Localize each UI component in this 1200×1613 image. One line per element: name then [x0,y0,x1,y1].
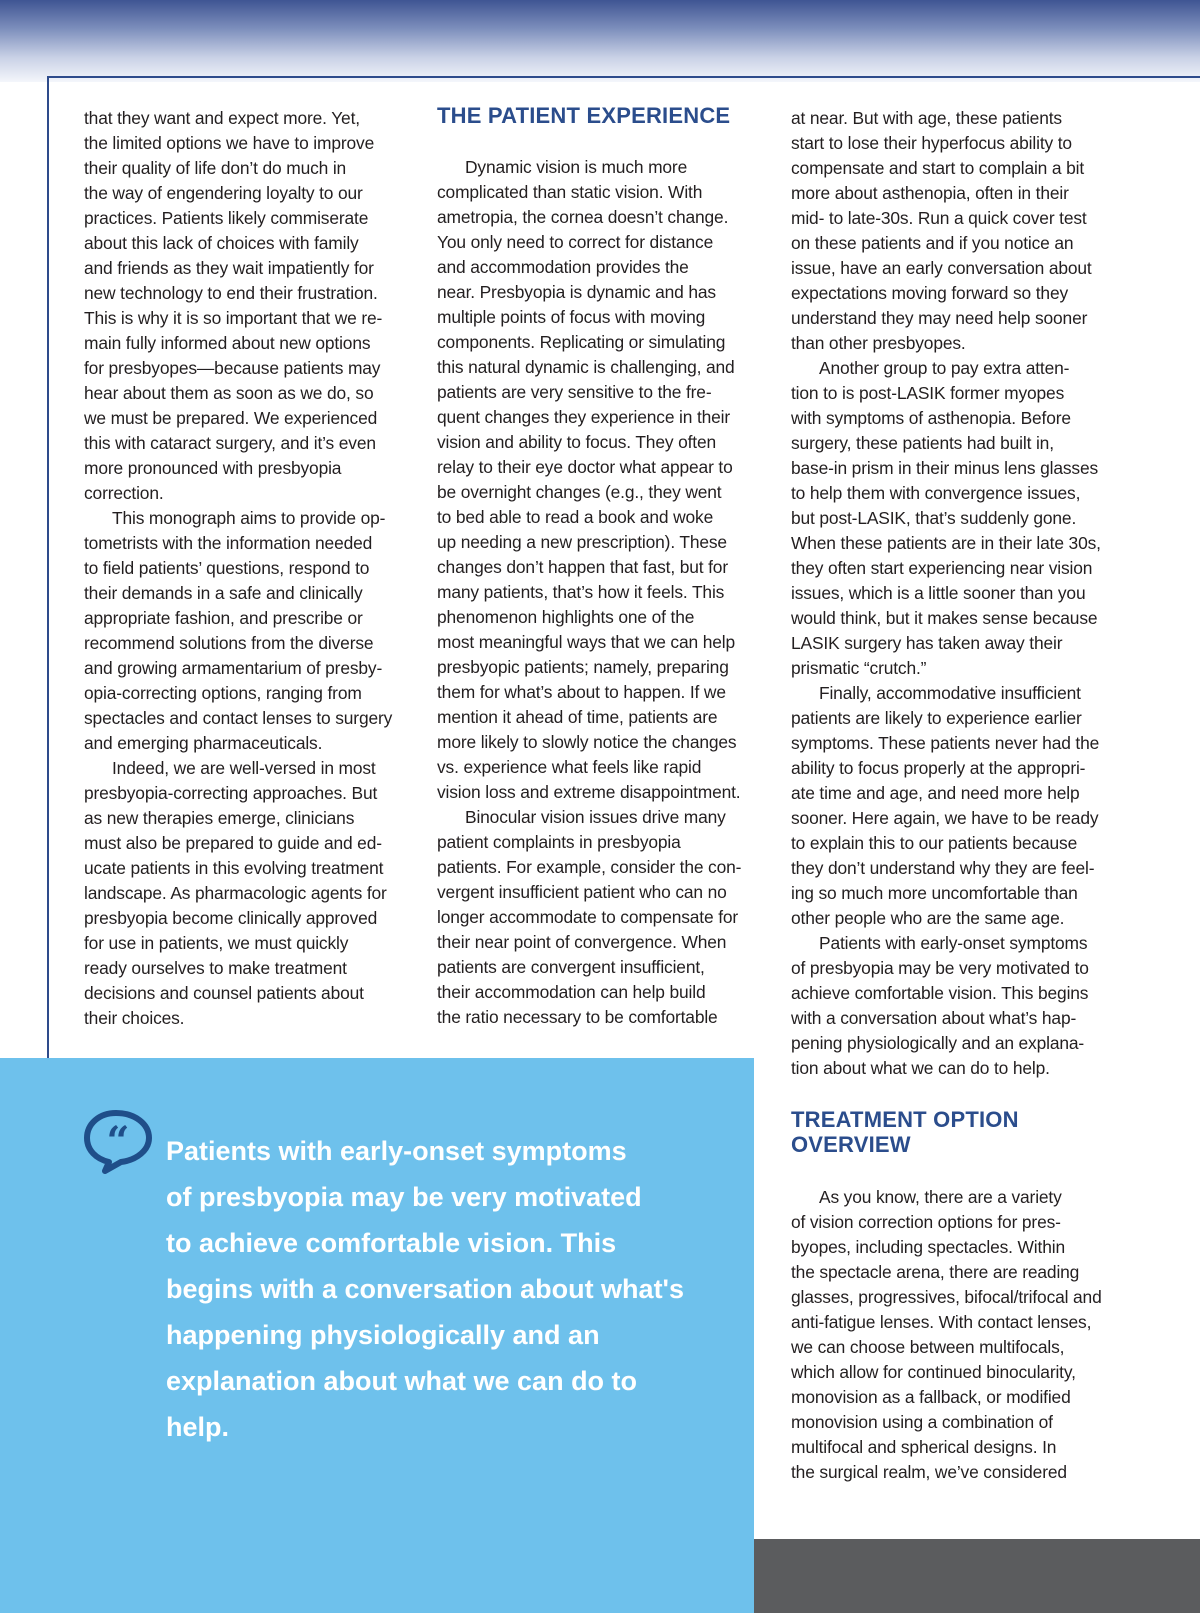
pull-quote-line: Patients with early-onset symptoms [166,1136,627,1166]
body-line: complicated than static vision. With [437,181,703,202]
header-gradient-band [0,0,1200,82]
body-line: near. Presbyopia is dynamic and has [437,281,716,302]
body-line: more about asthenopia, often in their [791,183,1069,203]
body-line: relay to their eye doctor what appear to [437,456,733,477]
body-line: vision loss and extreme disappointment. [437,781,741,802]
body-line: presbyopia-correcting approaches. But [84,783,378,803]
body-line: This is why it is so important that we re- [84,308,383,328]
body-line: components. Replicating or simulating [437,331,726,352]
body-line: byopes, including spectacles. Within [791,1237,1065,1257]
body-line: ametropia, the cornea doesn’t change. [437,206,729,227]
body-line: to bed able to read a book and woke [437,506,714,527]
svg-text:“: “ [106,1118,130,1165]
body-line: as new therapies emerge, clinicians [84,808,355,828]
body-line: this with cataract surgery, and it’s even [84,433,376,453]
section-heading-treatment-option-overview [791,1108,1151,1157]
body-line: be overnight changes (e.g., they went [437,481,722,502]
body-line: LASIK surgery has taken away their [791,633,1063,653]
body-line: ing so much more uncomfortable than [791,883,1078,903]
body-line: most meaningful ways that we can help [437,631,735,652]
body-line: that they want and expect more. Yet, [84,108,360,128]
body-line: This monograph aims to provide op- [112,508,386,528]
body-line: glasses, progressives, bifocal/trifocal and [791,1287,1102,1307]
heading-line: TREATMENT OPTION [791,1107,1019,1132]
body-line: their demands in a safe and clinically [84,583,363,603]
body-line: tion to is post-LASIK former myopes [791,383,1065,403]
body-line: expectations moving forward so they [791,283,1069,303]
quote-bubble-icon [82,1108,154,1174]
body-line: Finally, accommodative insufficient [819,683,1081,703]
body-line: achieve comfortable vision. This begins [791,983,1089,1003]
body-line: patients are likely to experience earlier [791,708,1082,728]
body-line: they don’t understand why they are feel- [791,858,1095,878]
body-line: their quality of life don’t do much in [84,158,347,178]
body-line: with a conversation about what’s hap- [791,1008,1077,1028]
body-line: monovision as a fallback, or modified [791,1387,1071,1407]
body-line: vergent insufficient patient who can no [437,881,727,902]
body-line: but post-LASIK, that’s suddenly gone. [791,508,1077,528]
body-line: understand they may need help sooner [791,308,1088,328]
body-line: more likely to slowly notice the changes [437,731,737,752]
pull-quote-text [166,1128,726,1450]
body-line: on these patients and if you notice an [791,233,1074,253]
body-line: we can choose between multifocals, [791,1337,1065,1357]
body-line: than other presbyopes. [791,333,966,353]
body-line: this natural dynamic is challenging, and [437,356,735,377]
body-line: ucate patients in this evolving treatment [84,858,384,878]
section-heading-patient-experience: THE PATIENT EXPERIENCE [437,103,731,128]
body-line: the spectacle arena, there are reading [791,1262,1080,1282]
body-line: patients. For example, consider the con- [437,856,742,877]
body-line: spectacles and contact lenses to surgery [84,708,393,728]
body-line: decisions and counsel patients about [84,983,364,1003]
body-line: the ratio necessary to be comfortable [437,1006,718,1027]
body-line: When these patients are in their late 30s, [791,533,1101,553]
body-line: for presbyopes—because patients may [84,358,381,378]
body-line: their choices. [84,1008,185,1028]
article-column-2 [437,103,767,1030]
body-line: ability to focus properly at the appropri- [791,758,1086,778]
body-line: Indeed, we are well-versed in most [112,758,376,778]
body-line: monovision using a combination of [791,1412,1053,1432]
body-line: and growing armamentarium of presby- [84,658,383,678]
body-line: issues, which is a little sooner than you [791,583,1086,603]
pull-quote-line: to achieve comfortable vision. This [166,1228,617,1258]
body-line: to help them with convergence issues, [791,483,1081,503]
pull-quote-line: begins with a conversation about what's [166,1274,684,1304]
body-line: the surgical realm, we’ve considered [791,1462,1067,1482]
body-line: issue, have an early conversation about [791,258,1092,278]
body-line: up needing a new prescription). These [437,531,727,552]
body-line: symptoms. These patients never had the [791,733,1100,753]
body-line: other people who are the same age. [791,908,1065,928]
body-line: main fully informed about new options [84,333,371,353]
body-line: landscape. As pharmacologic agents for [84,883,387,903]
body-line: base-in prism in their minus lens glasses [791,458,1099,478]
body-line: mid- to late-30s. Run a quick cover test [791,208,1087,228]
body-line: ate time and age, and need more help [791,783,1080,803]
body-line: with symptoms of asthenopia. Before [791,408,1071,428]
body-line: recommend solutions from the diverse [84,633,374,653]
footer-bar [754,1539,1200,1613]
body-line: quent changes they experience in their [437,406,731,427]
body-line: Another group to pay extra atten- [819,358,1070,378]
body-line: presbyopia become clinically approved [84,908,378,928]
body-line: and accommodation provides the [437,256,689,277]
heading-line: OVERVIEW [791,1131,911,1157]
body-line: at near. But with age, these patients [791,108,1062,128]
body-line: surgery, these patients had built in, [791,433,1054,453]
body-line: of presbyopia may be very motivated to [791,958,1089,978]
body-line: Binocular vision issues drive many [465,806,726,827]
pull-quote-line: help. [166,1412,230,1442]
body-line: which allow for continued binocularity, [791,1362,1076,1382]
body-line: them for what’s about to happen. If we [437,681,726,702]
article-column-3 [791,106,1151,1485]
body-line: mention it ahead of time, patients are [437,706,718,727]
pull-quote-line: of presbyopia may be very motivated [166,1182,642,1212]
body-line: appropriate fashion, and prescribe or [84,608,363,628]
body-line: Patients with early-onset symptoms [819,933,1088,953]
body-line: their accommodation can help build [437,981,706,1002]
body-line: presbyopic patients; namely, preparing [437,656,729,677]
body-line: pening physiologically and an explana- [791,1033,1085,1053]
pull-quote-line: happening physiologically and an [166,1320,600,1350]
body-line: vision and ability to focus. They often [437,431,717,452]
body-line: You only need to correct for distance [437,231,714,252]
body-line: and friends as they wait impatiently for [84,258,374,278]
body-line: new technology to end their frustration. [84,283,378,303]
body-line: for use in patients, we must quickly [84,933,349,953]
body-line: multiple points of focus with moving [437,306,706,327]
body-line: phenomenon highlights one of the [437,606,695,627]
body-line: changes don’t happen that fast, but for [437,556,728,577]
body-line: to field patients’ questions, respond to [84,558,370,578]
body-line: must also be prepared to guide and ed- [84,833,382,853]
body-line: anti-fatigue lenses. With contact lenses, [791,1312,1092,1332]
body-line: opia-correcting options, ranging from [84,683,362,703]
body-line: of vision correction options for pres- [791,1212,1061,1232]
body-line: tometrists with the information needed [84,533,373,553]
body-line: patient complaints in presbyopia [437,831,681,852]
body-line: patients are very sensitive to the fre- [437,381,712,402]
body-line: many patients, that’s how it feels. This [437,581,725,602]
body-line: about this lack of choices with family [84,233,359,253]
body-line: compensate and start to complain a bit [791,158,1085,178]
body-line: tion about what we can do to help. [791,1058,1050,1078]
body-line: would think, but it makes sense because [791,608,1098,628]
frame-rule-top [47,76,1200,78]
body-line: multifocal and spherical designs. In [791,1437,1057,1457]
pull-quote-line: explanation about what we can do to [166,1366,638,1396]
body-line: they often start experiencing near vision [791,558,1093,578]
body-line: to explain this to our patients because [791,833,1078,853]
body-line: hear about them as soon as we do, so [84,383,374,403]
body-line: vs. experience what feels like rapid [437,756,702,777]
body-line: prismatic “crutch.” [791,658,927,678]
body-line: the limited options we have to improve [84,133,375,153]
frame-rule-left [47,76,49,1058]
body-line: As you know, there are a variety [819,1187,1062,1207]
body-line: patients are convergent insufficient, [437,956,705,977]
body-line: ready ourselves to make treatment [84,958,347,978]
body-line: start to lose their hyperfocus ability to [791,133,1072,153]
body-line: more pronounced with presbyopia [84,458,342,478]
body-line: sooner. Here again, we have to be ready [791,808,1099,828]
body-line: Dynamic vision is much more [465,156,688,177]
body-line: longer accommodate to compensate for [437,906,739,927]
body-line: practices. Patients likely commiserate [84,208,369,228]
body-line: and emerging pharmaceuticals. [84,733,323,753]
body-line: the way of engendering loyalty to our [84,183,363,203]
article-column-1 [84,106,414,1031]
body-line: correction. [84,483,164,503]
body-line: we must be prepared. We experienced [84,408,378,428]
body-line: their near point of convergence. When [437,931,727,952]
